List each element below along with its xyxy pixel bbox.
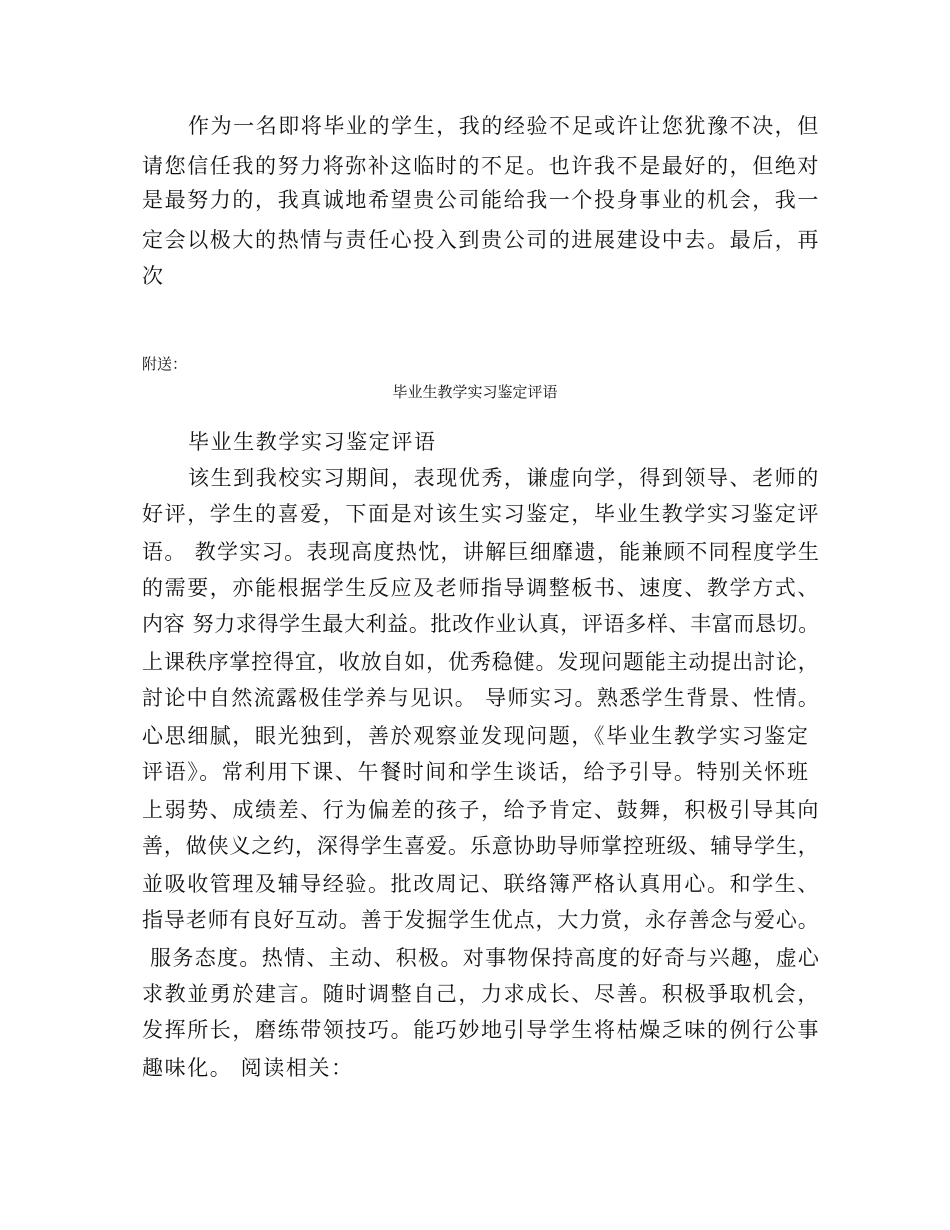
body-line: 的需要，亦能根据学生反应及老师指导调整板书、速度、教学方式、 (142, 576, 820, 600)
appendix-title: 毕业生教学实习鉴定评语 (392, 383, 558, 401)
body-line: 服务态度。热情、主动、积极。对事物保持高度的好奇与兴趣，虚心 (142, 946, 821, 970)
paragraph-line: 次 (142, 264, 165, 288)
body-line: 心思细腻，眼光独到，善於观察並发现问题，《毕业生教学实习鉴定 (142, 724, 810, 748)
body-line: 评语》。常利用下课、午餐时间和学生谈话，给予引导。特别关怀班 (142, 760, 810, 784)
section-heading: 毕业生教学实习鉴定评语 (188, 430, 437, 454)
body-line: 趣味化。 阅读相关： (142, 1056, 354, 1080)
appendix-label: 附送： (142, 355, 188, 373)
paragraph-line: 定会以极大的热情与责任心投入到贵公司的进展建设中去。最后，再 (142, 228, 820, 252)
body-line: 上课秩序掌控得宜，收放自如，优秀稳健。发现问题能主动提出討论， (142, 650, 820, 674)
body-line: 语。 教学实习。表现高度热忱，讲解巨细靡遗，能兼顾不同程度学生 (142, 540, 821, 564)
body-line: 内容 努力求得学生最大利益。批改作业认真，评语多样、丰富而恳切。 (142, 612, 820, 636)
paragraph-line: 请您信任我的努力将弥补这临时的不足。也许我不是最好的，但绝对 (142, 154, 820, 178)
body-line: 討论中自然流露极佳学养与见识。 导师实习。熟悉学生背景、性情。 (142, 686, 821, 710)
body-line: 求教並勇於建言。随时调整自己，力求成长、尽善。积极爭取机会， (142, 982, 820, 1006)
body-line: 该生到我校实习期间，表现优秀，谦虚向学，得到领导、老师的 (188, 466, 820, 490)
paragraph-line: 作为一名即将毕业的学生，我的经验不足或许让您犹豫不决，但 (188, 114, 820, 138)
body-line: 上弱势、成绩差、行为偏差的孩子，给予肯定、鼓舞，积极引导其向 (142, 798, 820, 822)
body-line: 善，做侠义之约，深得学生喜爱。乐意协助导师掌控班级、辅导学生， (142, 834, 820, 858)
body-line: 並吸收管理及辅导经验。批改周记、联络簿严格认真用心。和学生、 (142, 872, 820, 896)
body-line: 指导老师有良好互动。善于发掘学生优点，大力赏，永存善念与爱心。 (142, 908, 820, 932)
body-line: 好评，学生的喜爱，下面是对该生实习鉴定，毕业生教学实习鉴定评 (142, 502, 820, 526)
paragraph-line: 是最努力的，我真诚地希望贵公司能给我一个投身事业的机会，我一 (142, 188, 820, 212)
body-line: 发挥所长，磨练带领技巧。能巧妙地引导学生将枯燥乏味的例行公事 (142, 1018, 820, 1042)
